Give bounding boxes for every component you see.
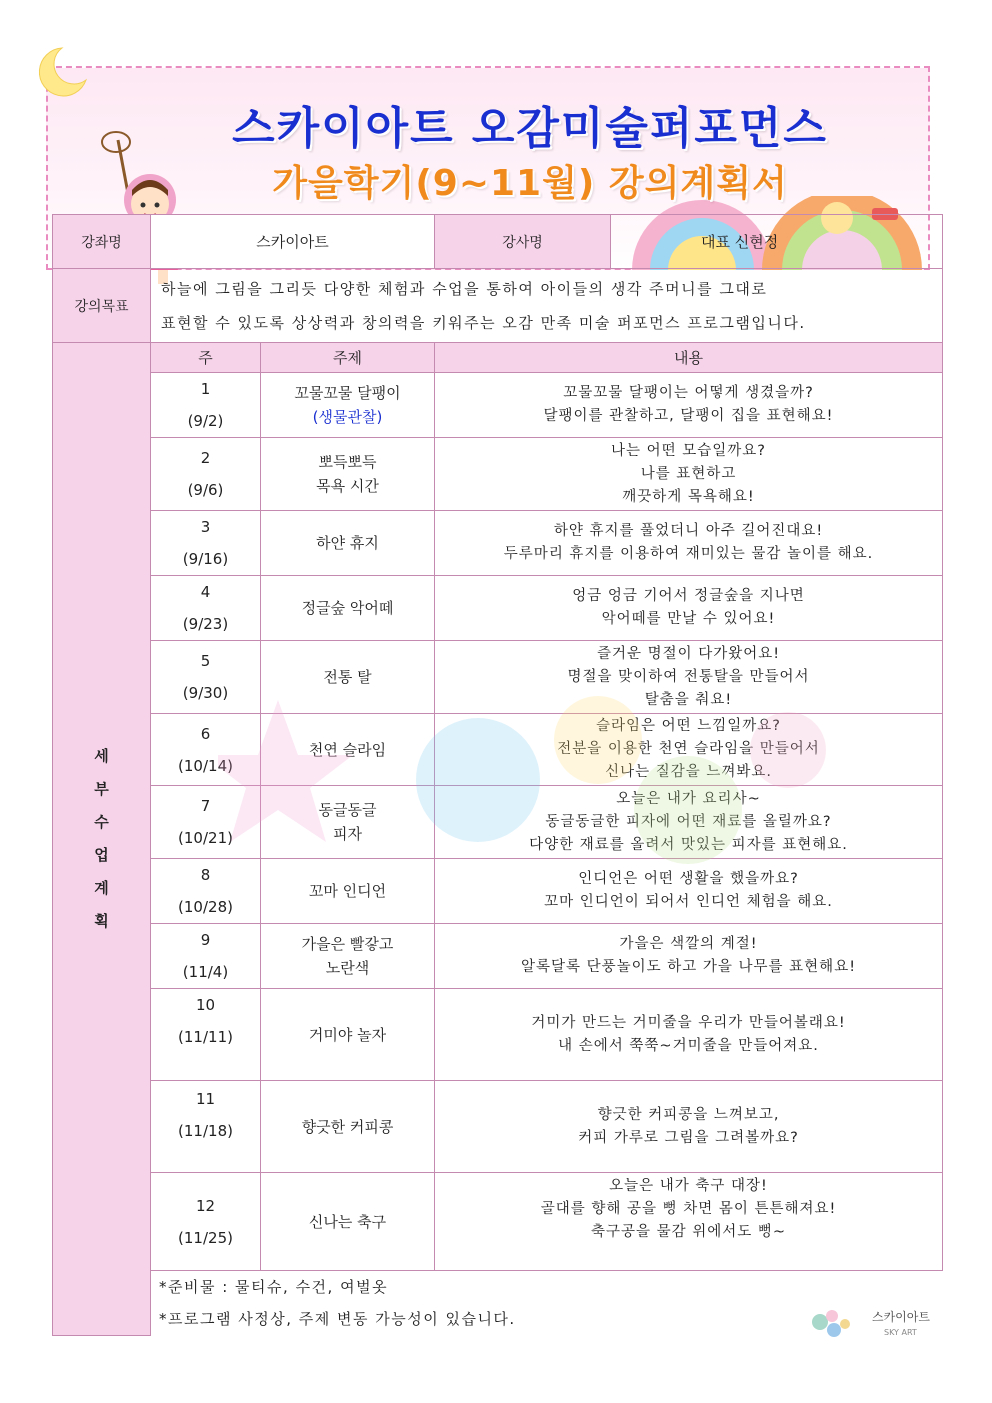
week-date: (10/28) — [178, 898, 233, 916]
week-date: (10/21) — [178, 829, 233, 847]
topic-sub: (생물관찰) — [312, 408, 383, 426]
table-row — [53, 1173, 943, 1271]
week-number: 2 — [200, 449, 211, 467]
page-title: 스카이아트 오감미술퍼포먼스 — [232, 103, 828, 154]
goal-text — [151, 269, 943, 343]
goal-label: 강의목표 — [53, 269, 151, 343]
side-char: 업 — [94, 845, 109, 864]
week-number: 6 — [200, 724, 211, 743]
week-cell — [151, 1081, 261, 1173]
content-line: 내 손에서 쭉쭉~거미줄을 만들어져요. — [558, 1037, 819, 1054]
week-cell — [151, 989, 261, 1081]
content-line: 꼬물꼬물 달팽이는 어떻게 생겼을까? — [563, 385, 814, 401]
table-row — [53, 511, 943, 576]
side-char: 부 — [94, 779, 109, 798]
topic-line: 전통 탈 — [323, 668, 372, 686]
logo-english: SKY ART — [884, 1328, 917, 1337]
week-date: (10/14) — [178, 756, 233, 775]
content-line: 오늘은 내가 요리사~ — [616, 790, 761, 807]
course-value: 스카이아트 — [151, 215, 435, 269]
week-date: (9/16) — [182, 550, 229, 568]
table-row — [53, 786, 943, 859]
week-number: 1 — [200, 380, 211, 398]
lecture-plan-table — [52, 214, 943, 1336]
instructor-name: 대표 신현정 — [701, 233, 779, 251]
topic-cell — [261, 714, 435, 786]
week-cell — [151, 859, 261, 924]
week-number: 9 — [200, 931, 211, 949]
side-char: 계 — [94, 878, 109, 897]
week-date: (11/18) — [178, 1122, 233, 1140]
topic-cell — [261, 1173, 435, 1271]
note-supplies: *준비물 : 물티슈, 수건, 여벌옷 — [159, 1278, 389, 1296]
week-number: 10 — [195, 996, 216, 1014]
week-cell — [151, 786, 261, 859]
week-number: 4 — [200, 583, 211, 601]
goal-row — [53, 269, 943, 343]
table-row — [53, 438, 943, 511]
course-label: 강좌명 — [53, 215, 151, 269]
content-cell — [435, 438, 943, 511]
topic-cell — [261, 438, 435, 511]
content-line: 두루마리 휴지를 이용하여 재미있는 물감 놀이를 해요. — [503, 546, 874, 562]
topic-line: 정글숲 악어떼 — [301, 599, 394, 617]
side-char: 세 — [94, 746, 109, 765]
week-number: 11 — [195, 1090, 216, 1108]
topic-line: 하얀 휴지 — [316, 534, 379, 552]
content-cell — [435, 511, 943, 576]
content-line: 전분을 이용한 천연 슬라임을 만들어서 — [557, 741, 820, 757]
content-line: 슬라임은 어떤 느낌일까요? — [596, 718, 782, 734]
week-cell — [151, 373, 261, 438]
topic-cell — [261, 859, 435, 924]
content-cell — [435, 576, 943, 641]
instructor-label: 강사명 — [435, 215, 611, 269]
topic-line: 신나는 축구 — [308, 1212, 387, 1231]
topic-line: 가을은 빨갛고 — [301, 935, 394, 953]
table-row — [53, 576, 943, 641]
week-cell — [151, 641, 261, 714]
week-number: 3 — [200, 518, 211, 536]
plan-header-row — [53, 343, 943, 373]
side-char: 수 — [94, 812, 109, 831]
content-line: 달팽이를 관찰하고, 달팽이 집을 표현해요! — [543, 408, 834, 424]
content-cell — [435, 1081, 943, 1173]
table-row — [53, 859, 943, 924]
table-row — [53, 1081, 943, 1173]
topic-cell — [261, 1081, 435, 1173]
week-cell — [151, 511, 261, 576]
week-number: 12 — [195, 1196, 216, 1215]
content-line: 꼬마 인디언이 되어서 인디언 체험을 해요. — [544, 894, 833, 910]
content-cell — [435, 714, 943, 786]
content-cell — [435, 924, 943, 989]
side-char: 획 — [94, 911, 109, 930]
topic-line: 거미야 놀자 — [308, 1025, 387, 1044]
info-row — [53, 215, 943, 269]
content-line: 깨끗하게 목욕해요! — [622, 488, 755, 505]
content-cell — [435, 373, 943, 438]
week-number: 8 — [200, 866, 211, 884]
goal-line-2: 표현할 수 있도록 상상력과 창의력을 키워주는 오감 만족 미술 퍼포먼스 프로그램입니다. — [161, 313, 806, 332]
content-cell — [435, 989, 943, 1081]
content-line: 축구공을 물감 위에서도 뻥~ — [590, 1224, 787, 1240]
plan-side-label — [53, 343, 151, 1336]
week-number: 5 — [200, 652, 211, 670]
logo-korean: 스카이아트 — [872, 1310, 930, 1324]
week-cell — [151, 576, 261, 641]
content-line: 가을은 색깔의 계절! — [619, 936, 758, 952]
week-date: (9/2) — [187, 412, 224, 430]
topic-line: 목욕 시간 — [316, 477, 379, 495]
content-line: 명절을 맞이하여 전통탈을 만들어서 — [567, 668, 810, 685]
table-row — [53, 924, 943, 989]
week-cell — [151, 1173, 261, 1271]
content-cell — [435, 859, 943, 924]
content-cell — [435, 641, 943, 714]
content-line: 즐거운 명절이 다가왔어요! — [596, 645, 781, 662]
week-number: 7 — [200, 797, 211, 815]
content-line: 하얀 휴지를 풀었더니 아주 길어진대요! — [553, 523, 824, 539]
week-date: (9/23) — [182, 615, 229, 633]
topic-line: 동글동글 — [318, 801, 377, 819]
col-week-header: 주 — [151, 343, 261, 373]
topic-cell — [261, 511, 435, 576]
col-content-header: 내용 — [435, 343, 943, 373]
topic-line: 향긋한 커피콩 — [301, 1117, 394, 1136]
topic-line: 꼬마 인디언 — [308, 882, 387, 900]
table-row — [53, 714, 943, 786]
content-line: 다양한 재료를 올려서 맛있는 피자를 표현해요. — [529, 836, 848, 853]
notes-row — [53, 1271, 943, 1336]
content-cell — [435, 1173, 943, 1271]
col-topic-header: 주제 — [261, 343, 435, 373]
week-date: (11/11) — [178, 1028, 233, 1046]
topic-cell — [261, 641, 435, 714]
topic-cell — [261, 576, 435, 641]
week-date: (11/25) — [178, 1228, 233, 1247]
content-line: 엉금 엉금 기어서 정글숲을 지나면 — [572, 588, 805, 604]
content-line: 거미가 만드는 거미줄을 우리가 만들어볼래요! — [531, 1014, 846, 1031]
topic-cell — [261, 786, 435, 859]
content-line: 향긋한 커피콩을 느껴보고, — [597, 1106, 780, 1123]
week-date: (9/30) — [182, 684, 229, 702]
content-cell — [435, 786, 943, 859]
content-line: 나를 표현하고 — [640, 465, 737, 482]
week-cell — [151, 714, 261, 786]
note-disclaimer: *프로그램 사정상, 주제 변동 가능성이 있습니다. — [159, 1310, 516, 1328]
table-row — [53, 373, 943, 438]
content-line: 오늘은 내가 축구 대장! — [609, 1178, 768, 1194]
content-line: 탈춤을 춰요! — [644, 691, 733, 708]
content-line: 인디언은 어떤 생활을 했을까요? — [578, 871, 799, 887]
topic-line: 노란색 — [325, 959, 370, 977]
topic-cell — [261, 373, 435, 438]
content-line: 동글동글한 피자에 어떤 재료를 올릴까요? — [545, 813, 832, 830]
content-line: 악어떼를 만날 수 있어요! — [601, 611, 776, 627]
week-cell — [151, 438, 261, 511]
topic-line: 뽀득뽀득 — [318, 453, 377, 471]
topic-line: 꼬물꼬물 달팽이 — [294, 384, 401, 402]
sky-art-logo — [810, 1304, 940, 1340]
topic-line: 피자 — [333, 825, 362, 843]
table-row — [53, 989, 943, 1081]
goal-line-1: 하늘에 그림을 그리듯 다양한 체험과 수업을 통하여 아이들의 생각 주머니를 그대로 — [161, 279, 768, 298]
content-line: 나는 어떤 모습일까요? — [611, 442, 766, 459]
table-row — [53, 641, 943, 714]
week-date: (11/4) — [182, 963, 229, 981]
content-line: 신나는 질감을 느껴봐요. — [605, 764, 772, 780]
week-date: (9/6) — [187, 481, 224, 499]
content-line: 골대를 향해 공을 뻥 차면 몸이 튼튼해져요! — [540, 1201, 837, 1217]
instructor-value — [611, 215, 943, 269]
content-line: 커피 가루로 그림을 그려볼까요? — [578, 1129, 799, 1146]
topic-line: 천연 슬라임 — [308, 740, 387, 759]
week-cell — [151, 924, 261, 989]
page-subtitle: 가을학기(9~11월) 강의계획서 — [272, 163, 788, 204]
topic-cell — [261, 989, 435, 1081]
topic-cell — [261, 924, 435, 989]
content-line: 알록달록 단풍놀이도 하고 가을 나무를 표현해요! — [521, 959, 857, 975]
